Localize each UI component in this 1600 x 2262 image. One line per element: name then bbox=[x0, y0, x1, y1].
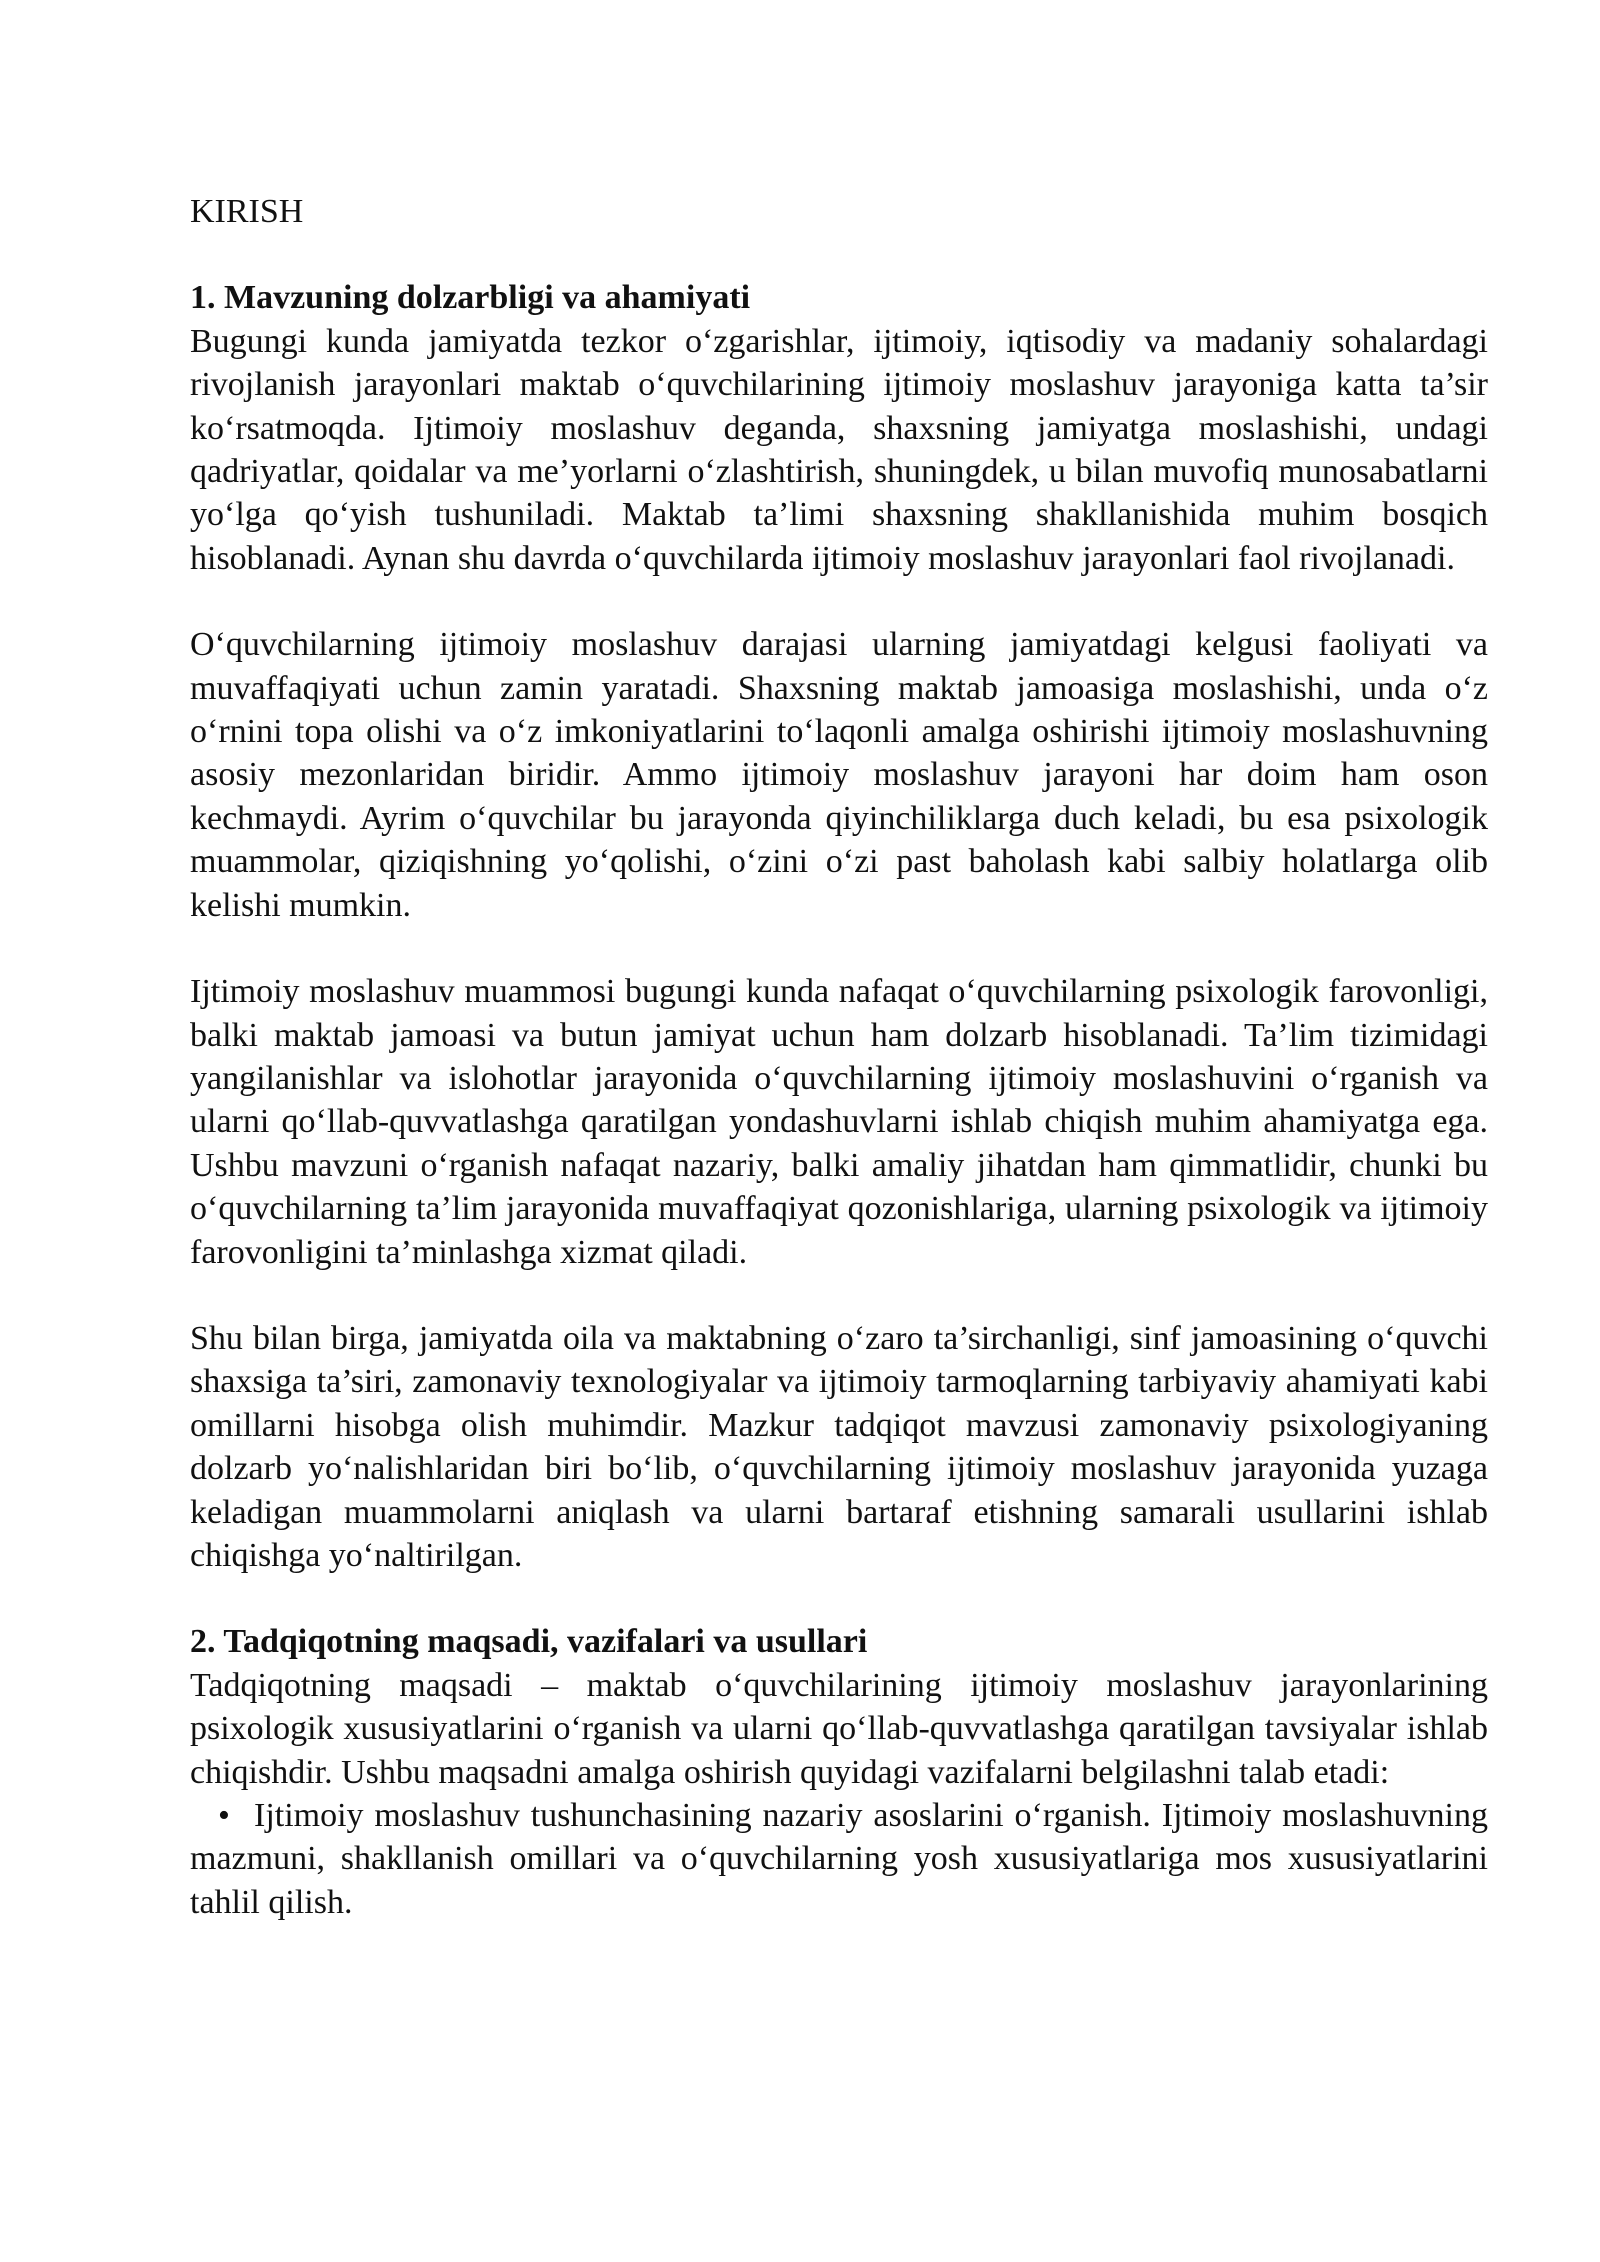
intro-title: KIRISH bbox=[190, 193, 304, 230]
document-page bbox=[190, 190, 1488, 1924]
section-relevance bbox=[190, 276, 1488, 1577]
section-heading: 2. Tadqiqotning maqsadi, vazifalari va usullari bbox=[190, 1623, 868, 1661]
paragraph: O‘quvchilarning ijtimoiy moslashuv darajasi ularning jamiyatdagi kelgusi faoliyati va muvaffaqiyati uchun zamin yaratadi. Shaxsning maktab jamoasiga moslashishi, unda o‘z o‘rnini topa olishi va o‘z imkoniyatlarini to‘laqonli amalga oshirishi ijtimoiy moslashuvning asosiy mezonlaridan biridir. Ammo ijtimoiy moslashuv jarayoni har doim ham oson kechmaydi. Ayrim o‘quvchilar bu jarayonda qiyinchiliklarga duch keladi, bu esa psixologik muammolar, qiziqishning yo‘qolishi, o‘zini o‘zi past baholash kabi salbiy holatlarga olib kelishi mumkin. bbox=[190, 626, 1488, 924]
bullet-icon: • bbox=[218, 1797, 230, 1834]
paragraph: Tadqiqotning maqsadi – maktab o‘quvchilarining ijtimoiy moslashuv jarayonlarining psixologik xususiyatlarini o‘rganish va ularni qo‘llab-quvvatlashga qaratilgan tavsiyalar ishlab chiqishdir. Ushbu maqsadni amalga oshirish quyidagi vazifalarni belgilashni talab etadi: bbox=[190, 1666, 1488, 1791]
paragraph: Ijtimoiy moslashuv muammosi bugungi kunda nafaqat o‘quvchilarning psixologik farovonligi, balki maktab jamoasi va butun jamiyat uchun ham dolzarb hisoblanadi. Ta’lim tizimidagi yangilanishlar va islohotlar jarayonida o‘quvchilarning ijtimoiy moslashuvini o‘rganish va ularni qo‘llab-quvvatlashga qaratilgan yondashuvlarni ishlab chiqish muhim ahamiyatga ega. Ushbu mavzuni o‘rganish nafaqat nazariy, balki amaliy jihatdan ham qimmatlidir, chunki bu o‘quvchilarning ta’lim jarayonida muvaffaqiyat qozonishlariga, ularning psixologik va ijtimoiy farovonligini ta’minlashga xizmat qiladi. bbox=[190, 973, 1488, 1271]
paragraph: Bugungi kunda jamiyatda tezkor o‘zgarishlar, ijtimoiy, iqtisodiy va madaniy sohalardagi rivojlanish jarayonlari maktab o‘quvchilarining ijtimoiy moslashuv jarayoniga katta ta’sir ko‘rsatmoqda. Ijtimoiy moslashuv deganda, shaxsning jamiyatga moslashishi, undagi qadriyatlar, qoidalar va me’yorlarni o‘zlashtirish, shuningdek, u bilan muvofiq munosabatlarni yo‘lga qo‘yish tushuniladi. Maktab ta’limi shaxsning shakllanishida muhim bosqich hisoblanadi. Aynan shu davrda o‘quvchilarda ijtimoiy moslashuv jarayonlari faol rivojlanadi. bbox=[190, 322, 1488, 577]
section-goals bbox=[190, 1620, 1488, 1924]
paragraph: Shu bilan birga, jamiyatda oila va maktabning o‘zaro ta’sirchanligi, sinf jamoasining o‘quvchi shaxsiga ta’siri, zamonaviy texnologiyalar va ijtimoiy tarmoqlarning tarbiyaviy ahamiyati kabi omillarni hisobga olish muhimdir. Mazkur tadqiqot mavzusi zamonaviy psixologiyaning dolzarb yo‘nalishlaridan biri bo‘lib, o‘quvchilarning ijtimoiy moslashuv jarayonida yuzaga keladigan muammolarni aniqlash va ularni bartaraf etishning samarali usullarini ishlab chiqishga yo‘naltirilgan. bbox=[190, 1319, 1488, 1574]
list-item-text: Ijtimoiy moslashuv tushunchasining nazariy asoslarini o‘rganish. Ijtimoiy moslashuvning mazmuni, shakllanish omillari va o‘quvchilarning yosh xususiyatlariga mos xususiyatlarini tahlil qilish. bbox=[190, 1797, 1488, 1921]
section-heading: 1. Mavzuning dolzarbligi va ahamiyati bbox=[190, 279, 751, 317]
list-item bbox=[190, 1794, 1488, 1924]
